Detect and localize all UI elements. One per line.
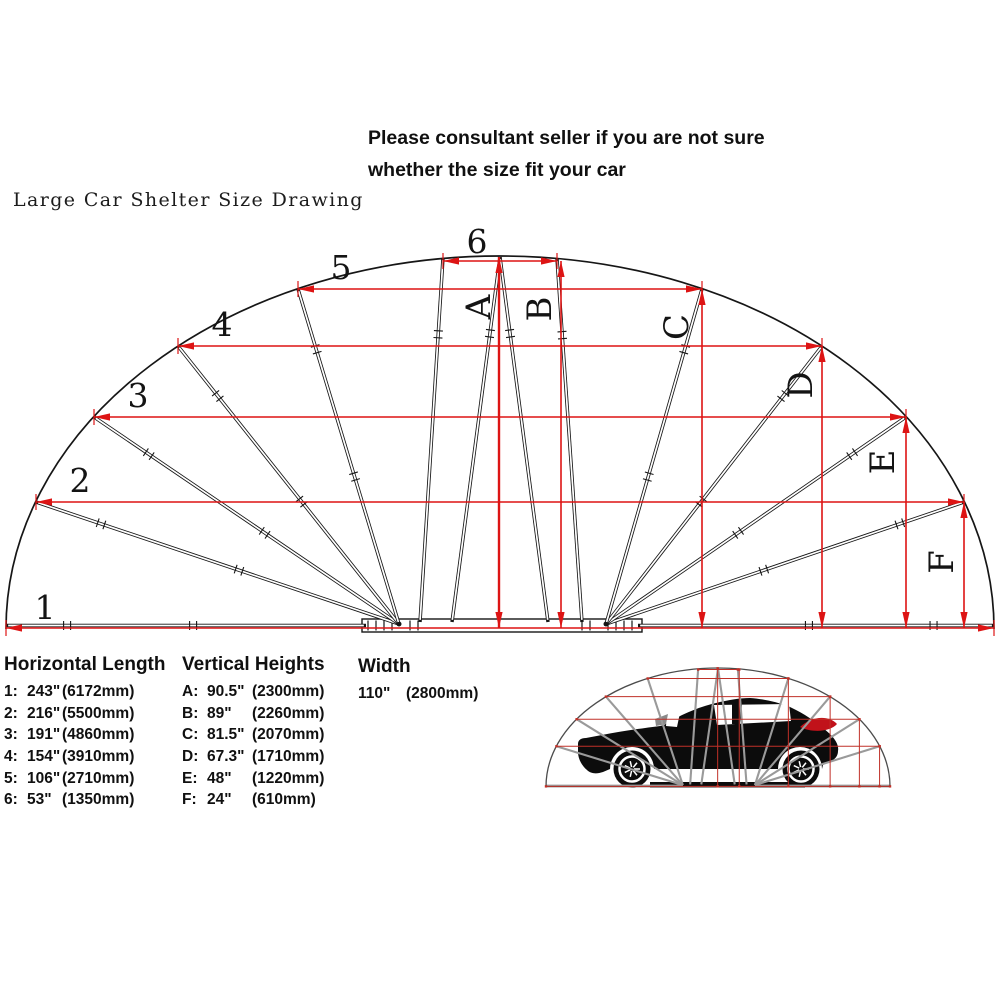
row-mm: (4860mm): [62, 726, 135, 744]
seller-notice-line1: Please consultant seller if you are not sure: [368, 127, 765, 149]
row-inches: 81.5": [207, 726, 245, 744]
horizontal-row-6: [4, 791, 179, 813]
row-label: D:: [182, 748, 199, 766]
row-mm: (6172mm): [62, 683, 135, 700]
row-label: 3:: [4, 726, 18, 744]
vertical-row-C: [182, 726, 357, 748]
seller-notice: [368, 122, 765, 186]
row-label: F:: [182, 791, 197, 809]
horizontal-row-1: [4, 683, 179, 705]
label-B: B: [520, 296, 560, 322]
vertical-heights-title: Vertical Heights: [182, 654, 325, 675]
horizontal-row-2: [4, 705, 179, 727]
label-3: 3: [127, 376, 149, 415]
main-dome-drawing: [6, 253, 994, 636]
row-label: 2:: [4, 704, 18, 722]
row-label: B:: [182, 704, 199, 722]
label-C: C: [657, 313, 697, 341]
label-D: D: [781, 371, 821, 399]
row-inches: 90.5": [207, 683, 245, 700]
width-value: [358, 685, 479, 707]
page-title: Large Car Shelter Size Drawing: [13, 189, 364, 211]
row-label: 1:: [4, 683, 18, 700]
row-mm: (2710mm): [62, 769, 135, 787]
row-inches: 67.3": [207, 748, 245, 766]
row-label: E:: [182, 769, 198, 787]
horizontal-row-4: [4, 748, 179, 770]
vertical-row-F: [182, 791, 357, 813]
row-inches: 106": [27, 769, 61, 787]
width-mm: (2800mm): [406, 685, 479, 702]
row-mm: (2070mm): [252, 726, 325, 744]
label-E: E: [863, 449, 903, 475]
row-mm: (1710mm): [252, 748, 325, 766]
label-5: 5: [330, 248, 352, 287]
label-F: F: [922, 550, 962, 574]
row-mm: (2260mm): [252, 704, 325, 722]
row-inches: 24": [207, 791, 232, 809]
row-label: 5:: [4, 769, 18, 787]
row-inches: 53": [27, 791, 52, 809]
row-mm: (610mm): [252, 791, 316, 809]
row-mm: (1350mm): [62, 791, 135, 809]
vertical-heights-table: [182, 654, 357, 813]
label-6: 6: [466, 222, 488, 261]
vertical-row-E: [182, 770, 357, 792]
row-inches: 243": [27, 683, 61, 700]
row-label: A:: [182, 683, 199, 700]
row-inches: 191": [27, 726, 61, 744]
vertical-row-D: [182, 748, 357, 770]
vertical-row-A: [182, 683, 357, 705]
row-label: 6:: [4, 791, 18, 809]
label-2: 2: [69, 461, 91, 500]
row-mm: (2300mm): [252, 683, 325, 700]
horizontal-row-5: [4, 770, 179, 792]
width-title: Width: [358, 656, 411, 677]
row-mm: (3910mm): [62, 748, 135, 766]
width-block: [358, 656, 479, 707]
row-mm: (1220mm): [252, 769, 325, 787]
horizontal-length-title: Horizontal Length: [4, 654, 166, 675]
vertical-row-B: [182, 705, 357, 727]
width-inches: 110": [358, 685, 391, 702]
horizontal-length-table: [4, 654, 179, 813]
label-1: 1: [34, 588, 56, 627]
row-inches: 154": [27, 748, 61, 766]
car-in-shelter-illustration: [545, 667, 891, 787]
row-inches: 89": [207, 704, 232, 722]
horizontal-row-3: [4, 726, 179, 748]
row-inches: 48": [207, 769, 232, 787]
row-label: 4:: [4, 748, 18, 766]
label-A: A: [459, 294, 499, 320]
row-label: C:: [182, 726, 199, 744]
row-inches: 216": [27, 704, 61, 722]
base-bar: [362, 619, 642, 632]
label-4: 4: [211, 305, 233, 344]
row-mm: (5500mm): [62, 704, 135, 722]
seller-notice-line2: whether the size fit your car: [368, 159, 626, 181]
